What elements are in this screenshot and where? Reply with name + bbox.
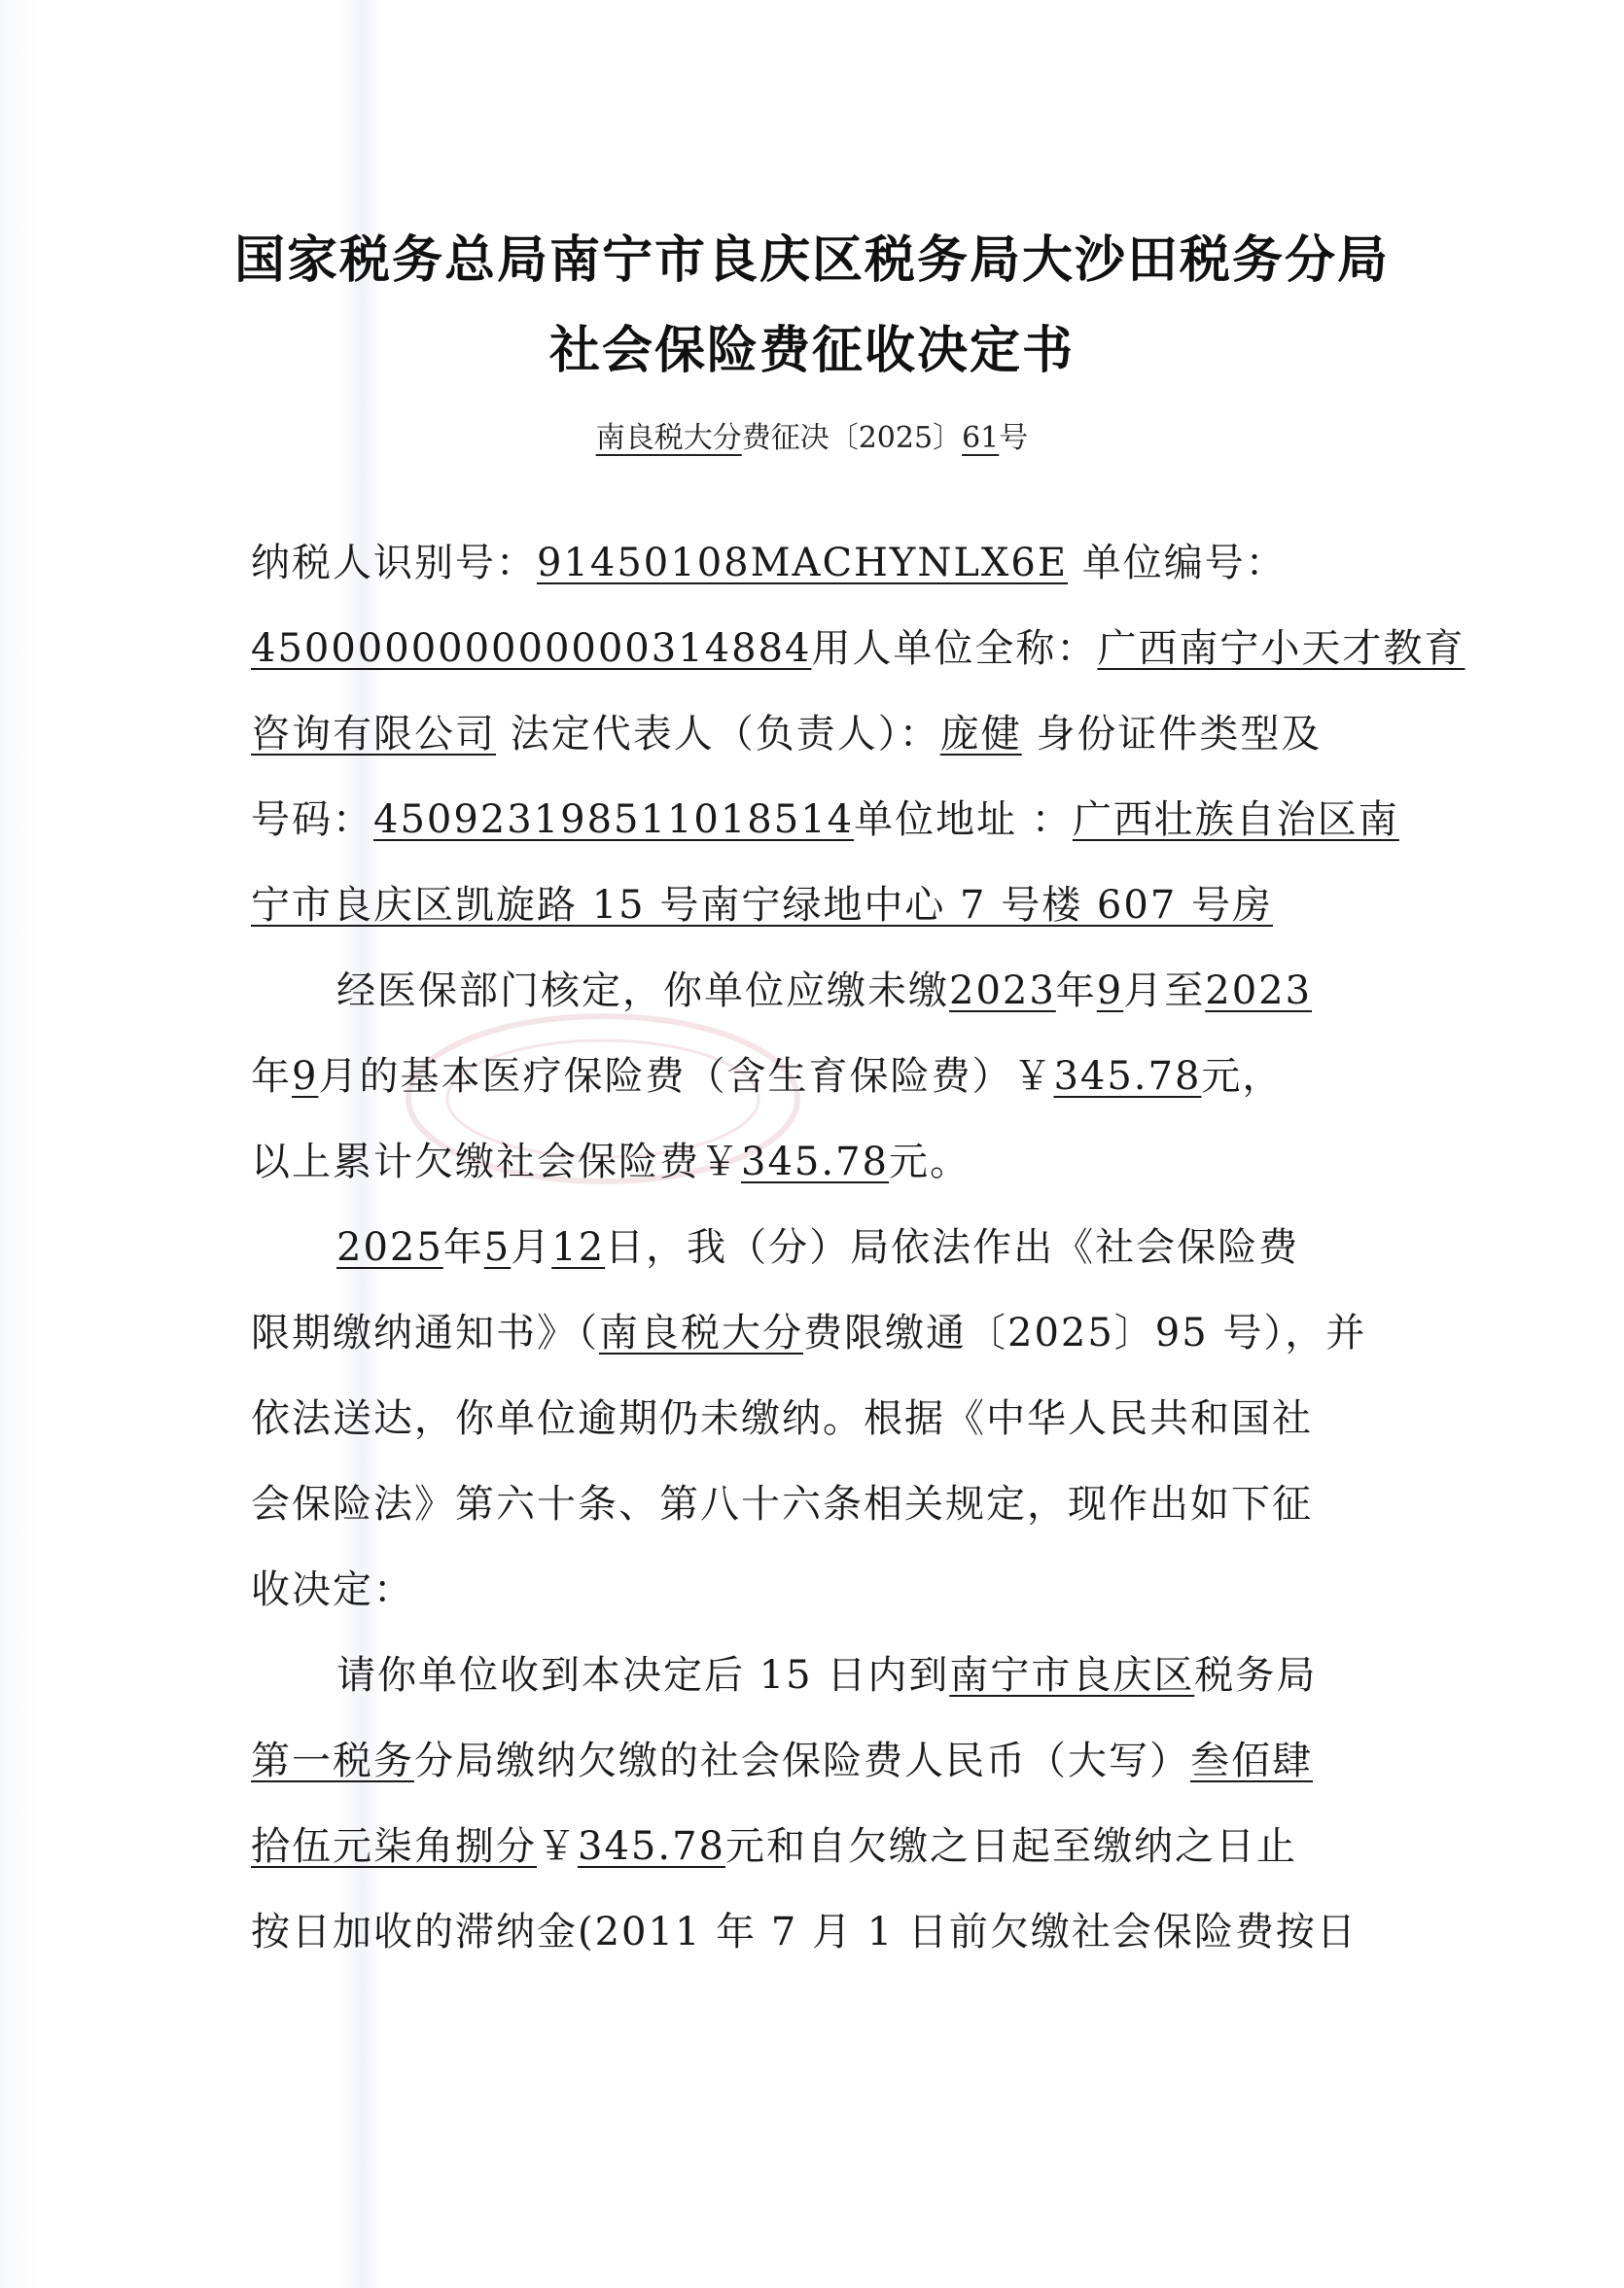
- document-number: [0, 413, 1624, 456]
- document-title-line2: 社会保险费征收决定书: [548, 322, 1075, 380]
- unit-no: 450000000000000314884: [251, 626, 812, 671]
- unit-name-part2: 咨询有限公司: [251, 712, 496, 757]
- doc-no-mid: 费征决〔2025〕: [741, 421, 963, 455]
- para2-line-5: 收决定：: [251, 1567, 414, 1612]
- month-to: 9: [292, 1054, 319, 1099]
- unit-name-part1: 广西南宁小天才教育: [1097, 626, 1465, 671]
- para2-line-4: 会保险法》第六十条、第八十六条相关规定，现作出如下征: [251, 1482, 1313, 1527]
- para3-text-1b: 税务局: [1194, 1653, 1318, 1698]
- para2-line-1: [251, 1205, 1379, 1290]
- id-type-label: 身份证件类型及: [1036, 712, 1323, 757]
- doc-no-suffix: 号: [999, 421, 1029, 455]
- amount-total: 345.78: [741, 1140, 889, 1184]
- para3-line-3: [251, 1804, 1379, 1889]
- para1-line-3: [251, 1119, 1379, 1205]
- para1-text-3: 以上累计欠缴社会保险费￥: [251, 1140, 741, 1184]
- para3-office-1: 南宁市良庆区: [949, 1653, 1195, 1698]
- id-type-label-2: 号码：: [251, 797, 373, 842]
- id-number: 450923198511018514: [373, 797, 855, 842]
- address-part2: 宁市良庆区凯旋路 15 号南宁绿地中心 7 号楼 607 号房: [251, 883, 1273, 928]
- para1-yue-zhi: 月至: [1123, 968, 1206, 1013]
- notice-year: 2025: [336, 1225, 443, 1270]
- para1-nian2: 年: [251, 1054, 292, 1099]
- para2-line-3: 依法送达，你单位逾期仍未缴纳。根据《中华人民共和国社: [251, 1396, 1313, 1441]
- para1-line-1: [251, 948, 1379, 1034]
- info-line-5: [251, 862, 1379, 948]
- para2-text-1: 日，我（分）局依法作出《社会保险费: [605, 1225, 1300, 1270]
- info-line-3: [251, 691, 1379, 777]
- legal-rep-label: 法定代表人（负责人）：: [510, 712, 940, 757]
- notice-day: 12: [551, 1225, 606, 1270]
- taxpayer-id: 91450108MACHYNLX6E: [537, 541, 1069, 585]
- para1-text-1: 经医保部门核定，你单位应缴未缴: [336, 968, 949, 1013]
- month-from: 9: [1096, 968, 1124, 1013]
- doc-no-office: 南良税大分: [595, 421, 742, 455]
- para2-text-2a: 限期缴纳通知书》（: [251, 1311, 599, 1355]
- para3-text-2a: 分局缴纳欠缴的社会保险费人民币（大写）: [414, 1739, 1190, 1783]
- para1-line-2: [251, 1034, 1379, 1119]
- para2-office: 南良税大分: [599, 1311, 803, 1355]
- unit-name-label: 用人单位全称：: [811, 626, 1098, 671]
- document-title-line1: 国家税务总局南宁市良庆区税务局大沙田税务分局: [233, 231, 1390, 290]
- year-to: 2023: [1205, 968, 1313, 1013]
- para1-yuan1: 元，: [1201, 1054, 1284, 1099]
- doc-no-num: 61: [962, 421, 1000, 455]
- para3-yen: ￥: [537, 1824, 578, 1869]
- info-line-1: [251, 520, 1379, 606]
- para3-text-1a: 请你单位收到本决定后 15 日内到: [336, 1653, 950, 1698]
- amount-medical: 345.78: [1053, 1054, 1202, 1099]
- para1-text-2: 月的基本医疗保险费（含生育保险费）￥: [318, 1054, 1054, 1099]
- address-label: 单位地址 ：: [854, 797, 1073, 842]
- para3-office-2: 第一税务: [251, 1739, 414, 1783]
- info-line-2: [251, 606, 1465, 691]
- para2-nian: 年: [442, 1225, 484, 1270]
- para3-line-4: 按日加收的滞纳金(2011 年 7 月 1 日前欠缴社会保险费按日: [251, 1910, 1358, 1954]
- address-part1: 广西壮族自治区南: [1072, 797, 1399, 842]
- para2-line-2: [251, 1290, 1379, 1376]
- para3-line-2: [251, 1718, 1379, 1804]
- unit-no-label: 单位编号：: [1081, 541, 1287, 585]
- para1-yuan2: 元。: [888, 1140, 971, 1184]
- para3-line-1: [251, 1633, 1379, 1718]
- info-line-4: [251, 777, 1399, 862]
- para2-text-2b: 费限缴通〔2025〕95 号），并: [803, 1311, 1367, 1355]
- document-body: [251, 520, 1465, 1975]
- year-from: 2023: [949, 968, 1056, 1013]
- para3-text-3b: 元和自欠缴之日起至缴纳之日止: [724, 1824, 1297, 1869]
- notice-month: 5: [483, 1225, 512, 1270]
- amount-capital-1: 叁佰肆: [1190, 1739, 1313, 1783]
- amount-capital-2: 拾伍元柒角捌分: [251, 1824, 537, 1869]
- legal-rep: 庞健: [939, 712, 1022, 757]
- para2-yue: 月: [511, 1225, 552, 1270]
- taxpayer-id-label: 纳税人识别号：: [251, 541, 537, 585]
- para1-nian: 年: [1055, 968, 1097, 1013]
- amount-num: 345.78: [578, 1824, 725, 1869]
